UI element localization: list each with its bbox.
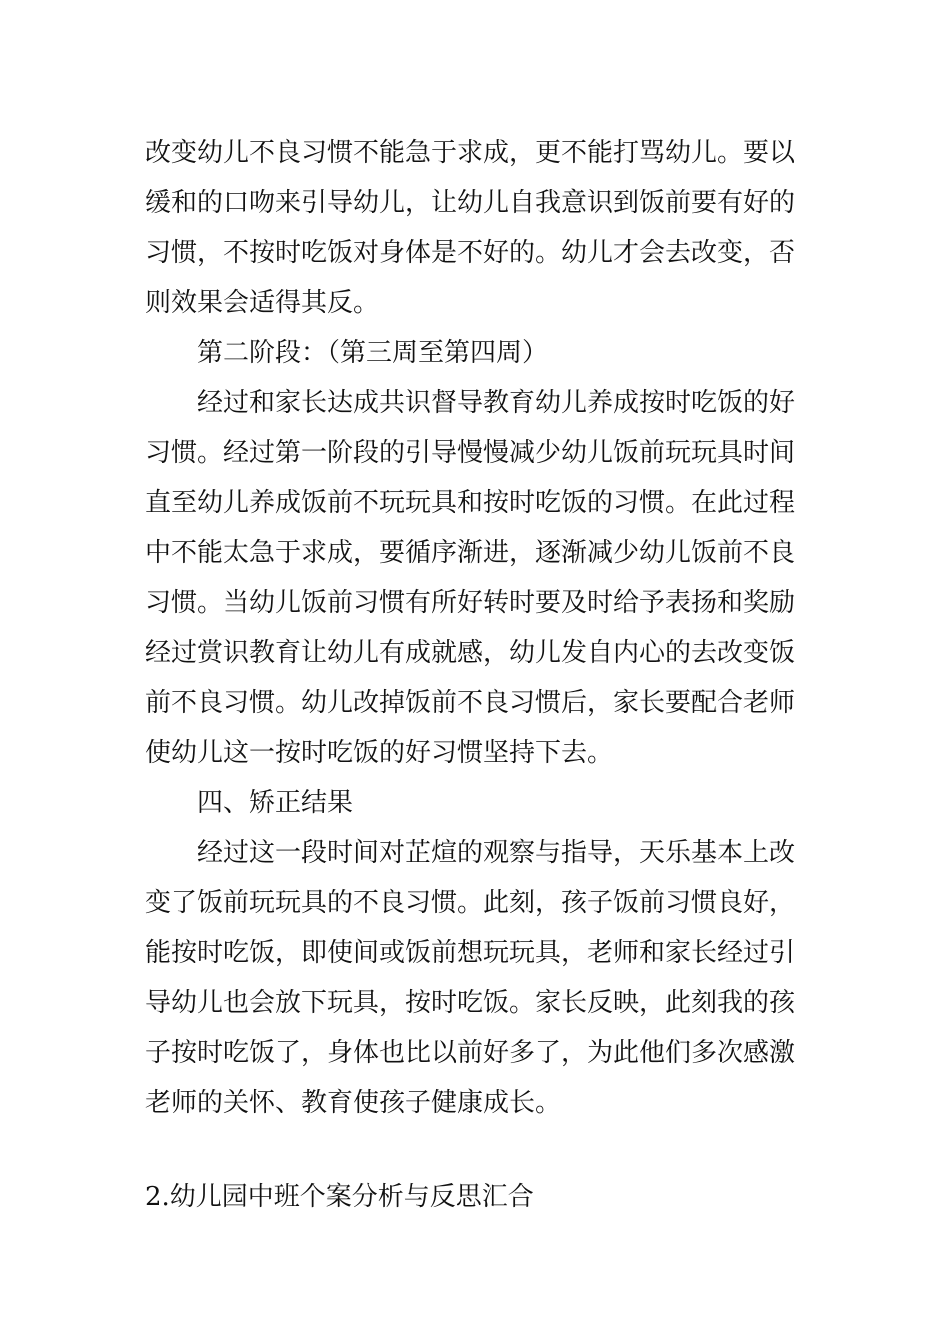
- text-line: 子按时吃饭了，身体也比以前好多了，为此他们多次感激: [145, 1038, 796, 1068]
- section-heading: 2.幼儿园中班个案分析与反思汇合: [145, 1182, 534, 1212]
- text-line: 则效果会适得其反。: [145, 288, 380, 318]
- text-line: 老师的关怀、教育使孩子健康成长。: [145, 1088, 562, 1118]
- text-line: 中不能太急于求成，要循序渐进，逐渐减少幼儿饭前不良: [145, 538, 796, 568]
- text-line: 习惯，不按时吃饭对身体是不好的。幼儿才会去改变，否: [145, 238, 796, 268]
- text-line: 经过这一段时间对芷煊的观察与指导，天乐基本上改: [197, 838, 796, 868]
- text-line: 导幼儿也会放下玩具，按时吃饭。家长反映，此刻我的孩: [145, 988, 796, 1018]
- body-text: [145, 128, 809, 1128]
- text-line: 经过和家长达成共识督导教育幼儿养成按时吃饭的好: [197, 388, 796, 418]
- text-line: 能按时吃饭，即使间或饭前想玩玩具，老师和家长经过引: [145, 938, 796, 968]
- section-subheading: 四、矫正结果: [197, 788, 354, 818]
- text-line: 缓和的口吻来引导幼儿，让幼儿自我意识到饭前要有好的: [145, 188, 796, 218]
- text-line: 变了饭前玩玩具的不良习惯。此刻，孩子饭前习惯良好，: [145, 888, 796, 918]
- text-line: 使幼儿这一按时吃饭的好习惯坚持下去。: [145, 738, 614, 768]
- text-line: 习惯。经过第一阶段的引导慢慢减少幼儿饭前玩玩具时间: [145, 438, 796, 468]
- stage-heading: 第二阶段：（第三周至第四周）: [197, 338, 549, 368]
- text-line: 改变幼儿不良习惯不能急于求成，更不能打骂幼儿。要以: [145, 138, 796, 168]
- text-line: 习惯。当幼儿饭前习惯有所好转时要及时给予表扬和奖励: [145, 588, 796, 618]
- text-line: 经过赏识教育让幼儿有成就感，幼儿发自内心的去改变饭: [145, 638, 796, 668]
- text-line: 直至幼儿养成饭前不玩玩具和按时吃饭的习惯。在此过程: [145, 488, 796, 518]
- text-line: 前不良习惯。幼儿改掉饭前不良习惯后，家长要配合老师: [145, 688, 796, 718]
